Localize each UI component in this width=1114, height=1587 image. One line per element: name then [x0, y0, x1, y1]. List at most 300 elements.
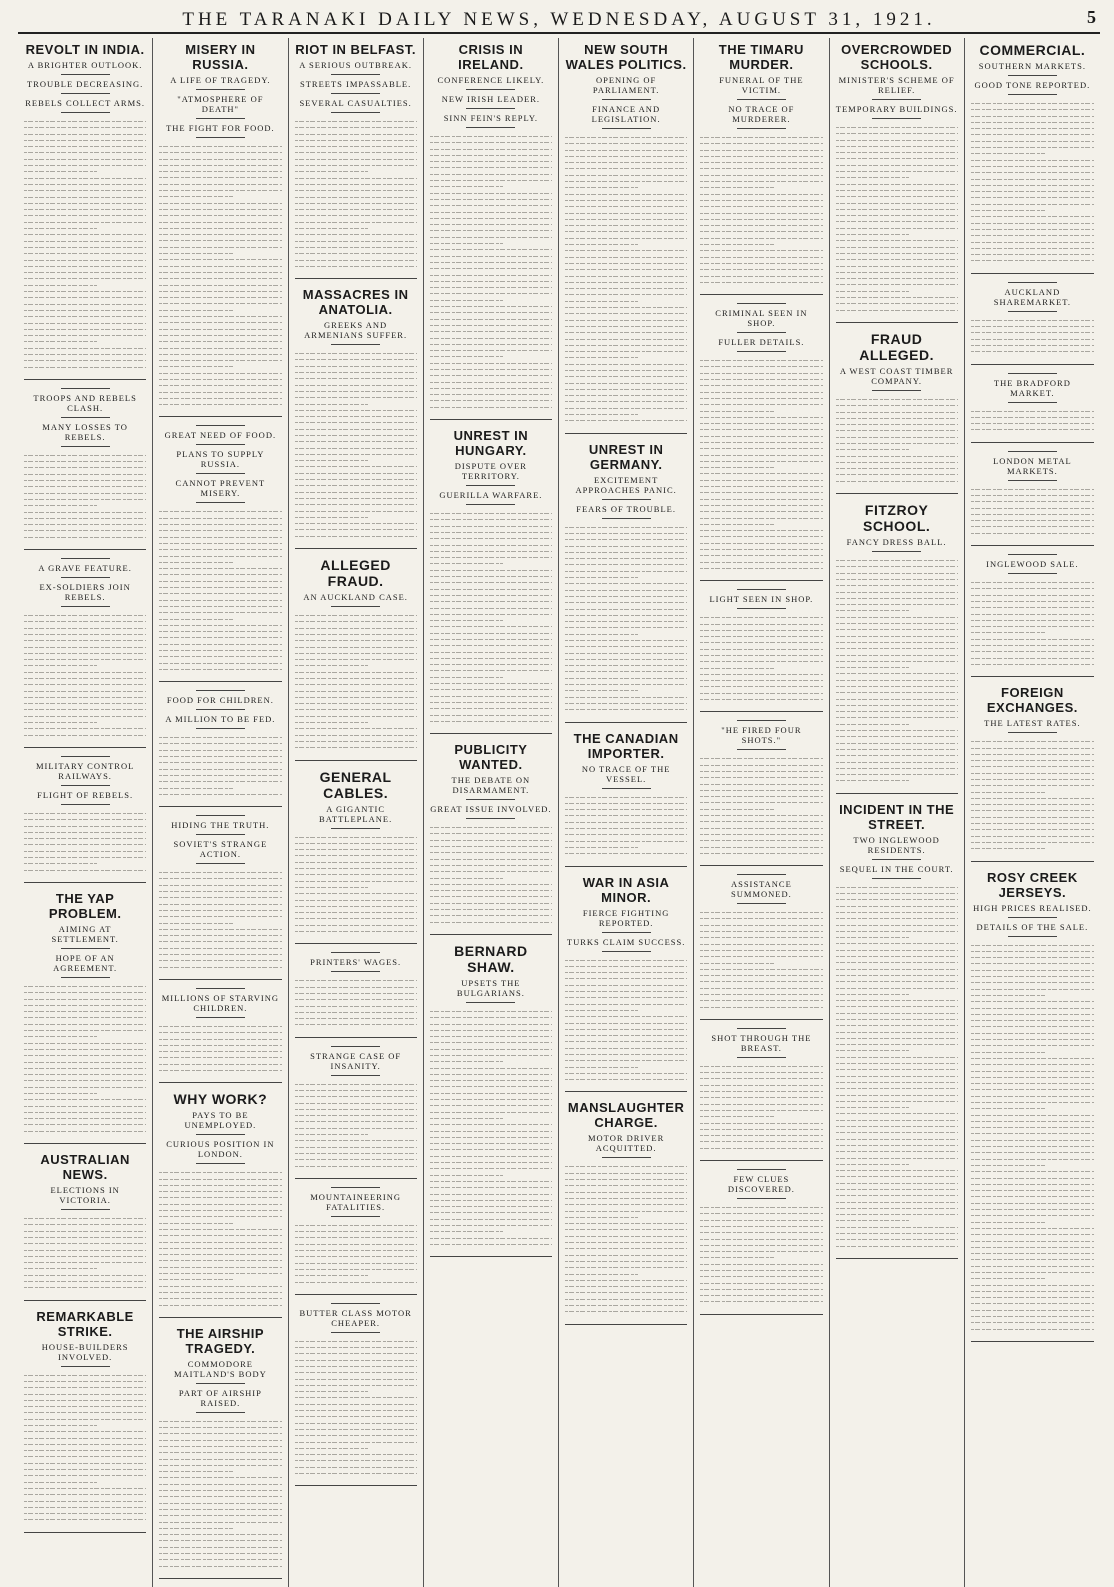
article-separator	[295, 548, 417, 549]
article-headline: REMARKABLE STRIKE.	[36, 1308, 134, 1339]
article-body	[836, 883, 958, 1252]
page-number: 5	[1087, 7, 1096, 27]
divider	[466, 89, 515, 90]
divider	[331, 606, 380, 607]
divider	[1008, 936, 1057, 937]
article-deck: FIERCE FIGHTING REPORTED.	[582, 907, 670, 928]
article	[565, 731, 687, 867]
article	[159, 1091, 281, 1318]
article-deck: ASSISTANCE SUMMONED.	[730, 879, 792, 900]
divider	[466, 799, 515, 800]
article-body	[565, 1162, 687, 1317]
article-headline: NEW SOUTH WALES POLITICS.	[565, 42, 687, 72]
divider	[61, 948, 110, 949]
article-deck: FEW CLUES DISCOVERED.	[727, 1174, 795, 1195]
article	[430, 742, 552, 935]
body-text-line	[700, 1146, 822, 1152]
body-text-line	[295, 1164, 417, 1170]
divider	[196, 1017, 245, 1018]
article-headline: AUSTRALIAN NEWS.	[40, 1152, 130, 1183]
body-text-line	[24, 535, 146, 541]
article-deck: A GIGANTIC BATTLEPLANE.	[319, 803, 393, 824]
article	[565, 1100, 687, 1324]
article-deck: HIDING THE TRUTH.	[171, 820, 270, 831]
article	[24, 558, 146, 748]
divider	[1008, 75, 1057, 76]
article	[159, 425, 281, 682]
article-separator	[971, 273, 1094, 274]
divider	[331, 112, 380, 113]
article	[700, 1169, 822, 1315]
divider	[61, 558, 110, 559]
divider	[196, 988, 245, 989]
divider	[737, 351, 786, 352]
article-separator	[565, 866, 687, 867]
article-deck: SEQUEL IN THE COURT.	[839, 863, 954, 874]
article-deck: AIMING AT SETTLEMENT.	[51, 923, 119, 944]
article	[700, 589, 822, 712]
article-headline: PUBLICITY WANTED.	[454, 742, 528, 773]
article-separator	[159, 806, 281, 807]
article-deck: NEW IRISH LEADER.	[441, 94, 541, 104]
article-headline: THE CANADIAN IMPORTER.	[573, 730, 679, 761]
article-deck: GREAT ISSUE INVOLVED.	[430, 804, 552, 815]
article	[836, 502, 958, 794]
article-body	[971, 578, 1094, 670]
divider	[1008, 480, 1057, 481]
divider	[737, 303, 786, 304]
article-deck: NO TRACE OF THE VESSEL.	[581, 763, 671, 784]
divider	[61, 804, 110, 805]
article-body	[700, 754, 822, 859]
divider	[872, 878, 921, 879]
divider	[1008, 282, 1057, 283]
article	[565, 42, 687, 434]
article-separator	[565, 1091, 687, 1092]
divider	[331, 952, 380, 953]
article-separator	[24, 1300, 146, 1301]
article-headline: THE AIRSHIP TRAGEDY.	[176, 1325, 265, 1356]
article-body	[24, 1371, 146, 1526]
article-deck: LONDON METAL MARKETS.	[993, 455, 1072, 476]
article-separator	[971, 545, 1094, 546]
article-body	[700, 356, 822, 574]
article-separator	[159, 1317, 281, 1318]
article	[971, 870, 1094, 1342]
article-body	[295, 976, 417, 1030]
article	[295, 952, 417, 1037]
article	[159, 690, 281, 807]
article	[295, 42, 417, 279]
article-separator	[700, 580, 822, 581]
article-body	[700, 613, 822, 705]
article-deck: INGLEWOOD SALE.	[986, 559, 1079, 570]
divider	[331, 1216, 380, 1217]
body-text-line	[295, 534, 417, 540]
body-text-line	[836, 308, 958, 314]
article-separator	[295, 278, 417, 279]
divider	[331, 344, 380, 345]
article-separator	[700, 1314, 822, 1315]
body-text-line	[159, 1303, 281, 1309]
article-headline: UNREST IN GERMANY.	[588, 441, 664, 472]
article-headline: CRISIS IN IRELAND.	[458, 42, 524, 72]
article-headline: MANSLAUGHTER CHARGE.	[567, 1100, 685, 1131]
body-text-line	[430, 920, 552, 926]
body-text-line	[700, 697, 822, 703]
divider	[737, 1057, 786, 1058]
column-7	[830, 38, 965, 1587]
article-body	[700, 908, 822, 1013]
article-separator	[295, 1485, 417, 1486]
divider	[737, 720, 786, 721]
article-deck: A GRAVE FEATURE.	[38, 563, 132, 574]
article	[295, 557, 417, 761]
body-text-line	[836, 1244, 958, 1250]
divider	[1008, 451, 1057, 452]
article-body	[24, 809, 146, 876]
body-text-line	[159, 402, 281, 408]
article-deck: PRINTERS' WAGES.	[310, 957, 402, 968]
divider	[61, 1209, 110, 1210]
article-separator	[159, 681, 281, 682]
article-body	[159, 507, 281, 675]
article-body	[24, 982, 146, 1137]
article	[24, 1152, 146, 1301]
article-deck: UPSETS THE BULGARIANS.	[456, 977, 525, 998]
divider	[331, 1332, 380, 1333]
divider	[196, 1163, 245, 1164]
divider	[1008, 373, 1057, 374]
article-headline: REVOLT IN INDIA.	[25, 42, 145, 57]
column-6	[694, 38, 829, 1587]
article	[700, 874, 822, 1020]
article-separator	[836, 493, 958, 494]
divider	[737, 332, 786, 333]
article-headline: THE TIMARU MURDER.	[718, 42, 804, 72]
article-headline: ALLEGED FRAUD.	[320, 557, 391, 590]
divider	[602, 499, 651, 500]
article-deck: AN AUCKLAND CASE.	[303, 592, 408, 603]
article-headline: OVERCROWDED SCHOOLS.	[841, 42, 953, 72]
article-deck: MILLIONS OF STARVING CHILDREN.	[161, 992, 280, 1013]
article-separator	[700, 711, 822, 712]
divider	[196, 118, 245, 119]
article-headline: COMMERCIAL.	[979, 42, 1086, 58]
article-separator	[295, 1178, 417, 1179]
divider	[737, 1169, 786, 1170]
article-deck: GREAT NEED OF FOOD.	[164, 430, 277, 441]
article	[836, 802, 958, 1259]
article-separator	[159, 1082, 281, 1083]
article	[700, 42, 822, 295]
body-text-line	[565, 851, 687, 857]
article	[295, 1187, 417, 1295]
article-headline: MISERY IN RUSSIA.	[185, 42, 256, 72]
divider	[466, 485, 515, 486]
divider	[196, 1383, 245, 1384]
divider	[737, 608, 786, 609]
article-deck: TURKS CLAIM SUCCESS.	[566, 936, 686, 947]
article-deck: TEMPORARY BUILDINGS.	[835, 104, 958, 114]
article-body	[24, 117, 146, 373]
article-headline: UNREST IN HUNGARY.	[453, 428, 529, 459]
article-separator	[159, 979, 281, 980]
article-separator	[565, 433, 687, 434]
article-body	[700, 1062, 822, 1154]
article-body	[565, 133, 687, 427]
article-body	[430, 509, 552, 727]
article	[24, 756, 146, 883]
divider	[737, 903, 786, 904]
divider	[61, 74, 110, 75]
article-separator	[836, 322, 958, 323]
divider	[466, 818, 515, 819]
divider	[1008, 917, 1057, 918]
divider	[61, 977, 110, 978]
article-deck: NO TRACE OF MURDERER.	[728, 104, 795, 124]
divider	[196, 444, 245, 445]
article-headline: RIOT IN BELFAST.	[295, 42, 416, 57]
body-text-line	[24, 365, 146, 371]
article	[971, 42, 1094, 274]
article-separator	[295, 1294, 417, 1295]
masthead-title: THE TARANAKI DAILY NEWS, WEDNESDAY, AUGUST 31, 1921.	[182, 9, 936, 30]
article-separator	[159, 1578, 281, 1579]
divider	[331, 1303, 380, 1304]
article	[565, 875, 687, 1093]
article-body	[159, 1417, 281, 1572]
article-deck: OPENING OF PARLIAMENT.	[592, 75, 660, 95]
divider	[602, 932, 651, 933]
body-text-line	[24, 1517, 146, 1523]
article-body	[295, 1337, 417, 1480]
article-body	[159, 1168, 281, 1311]
article	[836, 42, 958, 323]
article	[971, 373, 1094, 443]
article-deck: A WEST COAST TIMBER COMPANY.	[839, 365, 954, 386]
article	[295, 769, 417, 945]
article-body	[971, 737, 1094, 854]
article-body	[971, 941, 1094, 1335]
divider	[1008, 732, 1057, 733]
article-deck: CURIOUS POSITION IN LONDON.	[166, 1139, 275, 1160]
body-text-line	[836, 778, 909, 784]
divider	[737, 1198, 786, 1199]
article-deck: GOOD TONE REPORTED.	[974, 80, 1091, 90]
divider	[196, 834, 245, 835]
article	[836, 331, 958, 494]
article-deck: DISPUTE OVER TERRITORY.	[454, 461, 527, 482]
article-separator	[700, 1160, 822, 1161]
body-text-line	[159, 965, 281, 971]
divider	[466, 1002, 515, 1003]
divider	[466, 127, 515, 128]
body-text-line	[971, 427, 1094, 433]
article-deck: MILITARY CONTROL RAILWAYS.	[35, 760, 135, 781]
body-text-line	[295, 1471, 417, 1477]
divider	[196, 502, 245, 503]
divider	[737, 749, 786, 750]
body-text-line	[295, 1022, 417, 1028]
article	[971, 282, 1094, 365]
divider	[331, 971, 380, 972]
article	[971, 451, 1094, 546]
column-3	[289, 38, 424, 1587]
article-deck: FULLER DETAILS.	[718, 337, 805, 348]
article	[159, 42, 281, 417]
body-text-line	[24, 733, 146, 739]
body-text-line	[295, 929, 417, 935]
divider	[61, 606, 110, 607]
article	[430, 943, 552, 1257]
article	[295, 287, 417, 549]
body-text-line	[700, 1299, 822, 1305]
article-deck: STRANGE CASE OF INSANITY.	[310, 1050, 402, 1071]
article-separator	[430, 419, 552, 420]
article-separator	[971, 676, 1094, 677]
body-text-line	[159, 792, 281, 798]
article-separator	[24, 1532, 146, 1533]
body-text-line	[24, 1129, 146, 1135]
divider	[331, 1075, 380, 1076]
divider	[61, 1366, 110, 1367]
article-deck: FLIGHT OF REBELS.	[37, 789, 134, 800]
divider	[872, 859, 921, 860]
article-body	[971, 407, 1094, 436]
divider	[331, 1046, 380, 1047]
divider	[61, 577, 110, 578]
body-text-line	[159, 1068, 281, 1074]
article-separator	[295, 760, 417, 761]
article-deck: A LIFE OF TRAGEDY.	[170, 75, 271, 85]
article-body	[565, 523, 687, 716]
article-deck: CANNOT PREVENT MISERY.	[175, 478, 266, 499]
article-separator	[24, 882, 146, 883]
body-text-line	[971, 1327, 1094, 1333]
article-separator	[24, 549, 146, 550]
body-text-line	[295, 745, 417, 751]
article-deck: MINISTER'S SCHEME OF RELIEF.	[838, 75, 955, 95]
article-deck: STREETS IMPASSABLE.	[299, 79, 412, 89]
divider	[61, 112, 110, 113]
divider	[196, 815, 245, 816]
article	[24, 388, 146, 550]
article-body	[430, 132, 552, 413]
article-separator	[700, 294, 822, 295]
article-deck: DETAILS OF THE SALE.	[976, 921, 1089, 932]
divider	[1008, 573, 1057, 574]
article-deck: "HE FIRED FOUR SHOTS."	[721, 725, 802, 746]
body-text-line	[971, 349, 1094, 355]
article-deck: AUCKLAND SHAREMARKET.	[993, 286, 1071, 307]
article-body	[295, 117, 417, 272]
divider	[331, 1187, 380, 1188]
body-text-line	[565, 1077, 687, 1083]
divider	[737, 128, 786, 129]
body-text-line	[159, 667, 281, 673]
article-headline: INCIDENT IN THE STREET.	[839, 801, 955, 832]
article-body	[565, 793, 687, 860]
article	[700, 1028, 822, 1161]
divider	[602, 1157, 651, 1158]
divider	[61, 446, 110, 447]
article-body	[295, 1221, 417, 1288]
divider	[872, 99, 921, 100]
divider	[196, 863, 245, 864]
article-deck: HOPE OF AN AGREEMENT.	[53, 952, 118, 973]
article-body	[159, 1022, 281, 1076]
article-body	[24, 451, 146, 543]
article-body	[700, 1203, 822, 1308]
divider	[61, 388, 110, 389]
divider	[737, 589, 786, 590]
article-separator	[295, 1037, 417, 1038]
article-deck: EX-SOLDIERS JOIN REBELS.	[39, 582, 131, 603]
article-separator	[700, 865, 822, 866]
article-deck: SINN FEIN'S REPLY.	[443, 113, 539, 123]
article-deck: FINANCE AND LEGISLATION.	[591, 104, 661, 124]
column-5	[559, 38, 694, 1587]
article	[24, 891, 146, 1144]
divider	[602, 99, 651, 100]
column-1	[18, 38, 153, 1587]
body-text-line	[24, 1285, 146, 1291]
article-deck: COMMODORE MAITLAND'S BODY	[173, 1358, 267, 1379]
article-deck: TROUBLE DECREASING.	[26, 79, 144, 89]
article-separator	[836, 793, 958, 794]
article-deck: A MILLION TO BE FED.	[165, 714, 276, 725]
divider	[602, 518, 651, 519]
article-deck: BUTTER CLASS MOTOR CHEAPER.	[299, 1307, 412, 1328]
divider	[466, 108, 515, 109]
article-body	[159, 733, 281, 800]
article-body	[295, 349, 417, 542]
divider	[196, 473, 245, 474]
article-body	[836, 556, 958, 787]
body-text-line	[159, 1564, 281, 1570]
body-text-line	[295, 264, 417, 270]
article-body	[971, 485, 1094, 539]
article-deck: HIGH PRICES REALISED.	[973, 902, 1092, 913]
article-separator	[430, 934, 552, 935]
divider	[1008, 311, 1057, 312]
article-deck: FEARS OF TROUBLE.	[576, 503, 676, 514]
article-body	[971, 99, 1094, 267]
article-body	[700, 133, 822, 288]
article-separator	[430, 1256, 552, 1257]
article-separator	[700, 1019, 822, 1020]
article-body	[565, 956, 687, 1086]
column-8	[965, 38, 1100, 1587]
article-headline: WAR IN ASIA MINOR.	[582, 874, 670, 905]
article-deck: MOUNTAINEERING FATALITIES.	[310, 1191, 401, 1212]
divider	[737, 874, 786, 875]
article-separator	[24, 747, 146, 748]
divider	[196, 728, 245, 729]
article-deck: EXCITEMENT APPROACHES PANIC.	[575, 474, 677, 495]
article-headline: ROSY CREEK JERSEYS.	[987, 869, 1078, 900]
column-2	[153, 38, 288, 1587]
divider	[466, 504, 515, 505]
body-text-line	[430, 1242, 552, 1248]
article	[430, 428, 552, 734]
article-headline: BERNARD SHAW.	[454, 942, 528, 975]
divider	[602, 951, 651, 952]
body-text-line	[565, 1309, 687, 1315]
article-body	[430, 1007, 552, 1250]
body-text-line	[24, 868, 146, 874]
